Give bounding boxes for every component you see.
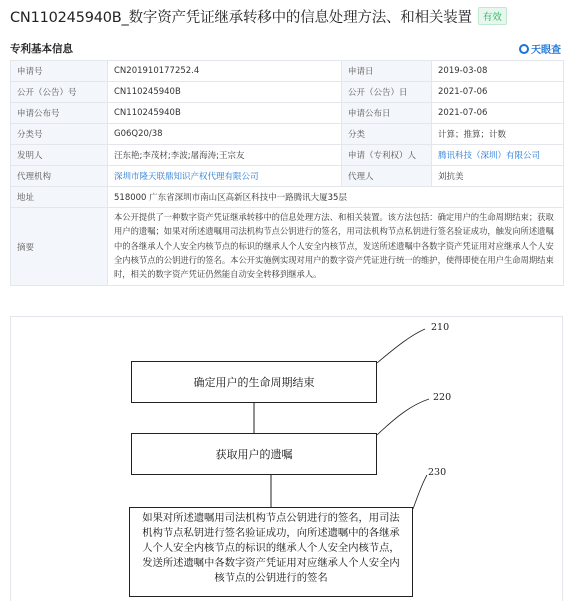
classification-number: G06Q20/38 [108, 124, 342, 145]
title-row [10, 6, 563, 28]
field-label: 公开（公告）号 [11, 82, 108, 103]
field-label: 申请公布日 [342, 103, 432, 124]
classification: 计算；推算；计数 [432, 124, 564, 145]
agency-cell [108, 166, 342, 187]
step-ref-220: 220 [433, 392, 452, 403]
application-date: 2019-03-08 [432, 61, 564, 82]
inventors: 汪东艳;李茂材;李波;屠海涛;王宗友 [108, 145, 342, 166]
flow-step-3: 如果对所述遗嘱用司法机构节点公钥进行的签名，用司法机构节点私钥进行签名验证成功，向所述遗嘱中的各继承人个人安全内核节点的标识的继承人个人安全内核节点，发送所述遗嘱中各数字资产凭证用对应继承人个人安全内核节点的公钥进行的签名 [129, 507, 413, 597]
publication-number: CN110245940B [108, 82, 342, 103]
abstract-figure [10, 316, 563, 601]
flow-step-2: 获取用户的遗嘱 [131, 433, 377, 475]
step-ref-210: 210 [431, 322, 450, 333]
step-ref-230: 230 [428, 467, 447, 478]
application-publication-number: CN110245940B [108, 103, 342, 124]
field-label: 摘要 [11, 208, 108, 286]
patent-info-table [10, 60, 564, 286]
table-row [11, 187, 564, 208]
patent-title: CN110245940B_数字资产凭证继承转移中的信息处理方法、和相关装置 [10, 10, 472, 26]
application-publication-date: 2021-07-06 [432, 103, 564, 124]
brand-logo[interactable] [519, 41, 561, 56]
table-row [11, 208, 564, 286]
field-label: 申请号 [11, 61, 108, 82]
applicant-link[interactable]: 腾讯科技（深圳）有限公司 [438, 151, 541, 161]
table-row [11, 124, 564, 145]
applicant-cell [432, 145, 564, 166]
field-label: 申请日 [342, 61, 432, 82]
field-label: 申请公布号 [11, 103, 108, 124]
publication-date: 2021-07-06 [432, 82, 564, 103]
table-row [11, 82, 564, 103]
field-label: 代理机构 [11, 166, 108, 187]
address: 518000 广东省深圳市南山区高新区科技中一路腾讯大厦35层 [108, 187, 564, 208]
table-row [11, 61, 564, 82]
application-number: CN201910177252.4 [108, 61, 342, 82]
table-row [11, 103, 564, 124]
table-row [11, 166, 564, 187]
field-label: 分类号 [11, 124, 108, 145]
agency-link[interactable]: 深圳市隆天联鼎知识产权代理有限公司 [114, 172, 259, 182]
flow-step-1: 确定用户的生命周期结束 [131, 361, 377, 403]
field-label: 地址 [11, 187, 108, 208]
section-title: 专利基本信息 [10, 43, 73, 55]
abstract: 本公开提供了一种数字资产凭证继承转移中的信息处理方法、和相关装置。该方法包括：确定用户的生命周期结束；获取用户的遗嘱；如果对所述遗嘱用司法机构节点公钥进行的签名，用司法机构节点私钥进行签名验证成功，触发向所述遗嘱中的各继承人个人安全内核节点的标识的继承人个人安全内核节点，发送所述遗嘱中各数字资产凭证用对应继承人个人安全内核节点的公钥进行的签名。本公开实施例实现对用户的数字资产凭证进行统一的维护，使得即使在用户生命周期结束时，相关的数字资产凭证仍然能自动安全转移到继承人。 [108, 208, 564, 286]
brand-name: 天眼查 [531, 45, 561, 56]
field-label: 申请（专利权）人 [342, 145, 432, 166]
agent: 刘抗美 [432, 166, 564, 187]
status-badge: 有效 [478, 7, 507, 25]
field-label: 发明人 [11, 145, 108, 166]
field-label: 公开（公告）日 [342, 82, 432, 103]
tianyancha-icon [519, 44, 529, 54]
table-row [11, 145, 564, 166]
field-label: 分类 [342, 124, 432, 145]
field-label: 代理人 [342, 166, 432, 187]
